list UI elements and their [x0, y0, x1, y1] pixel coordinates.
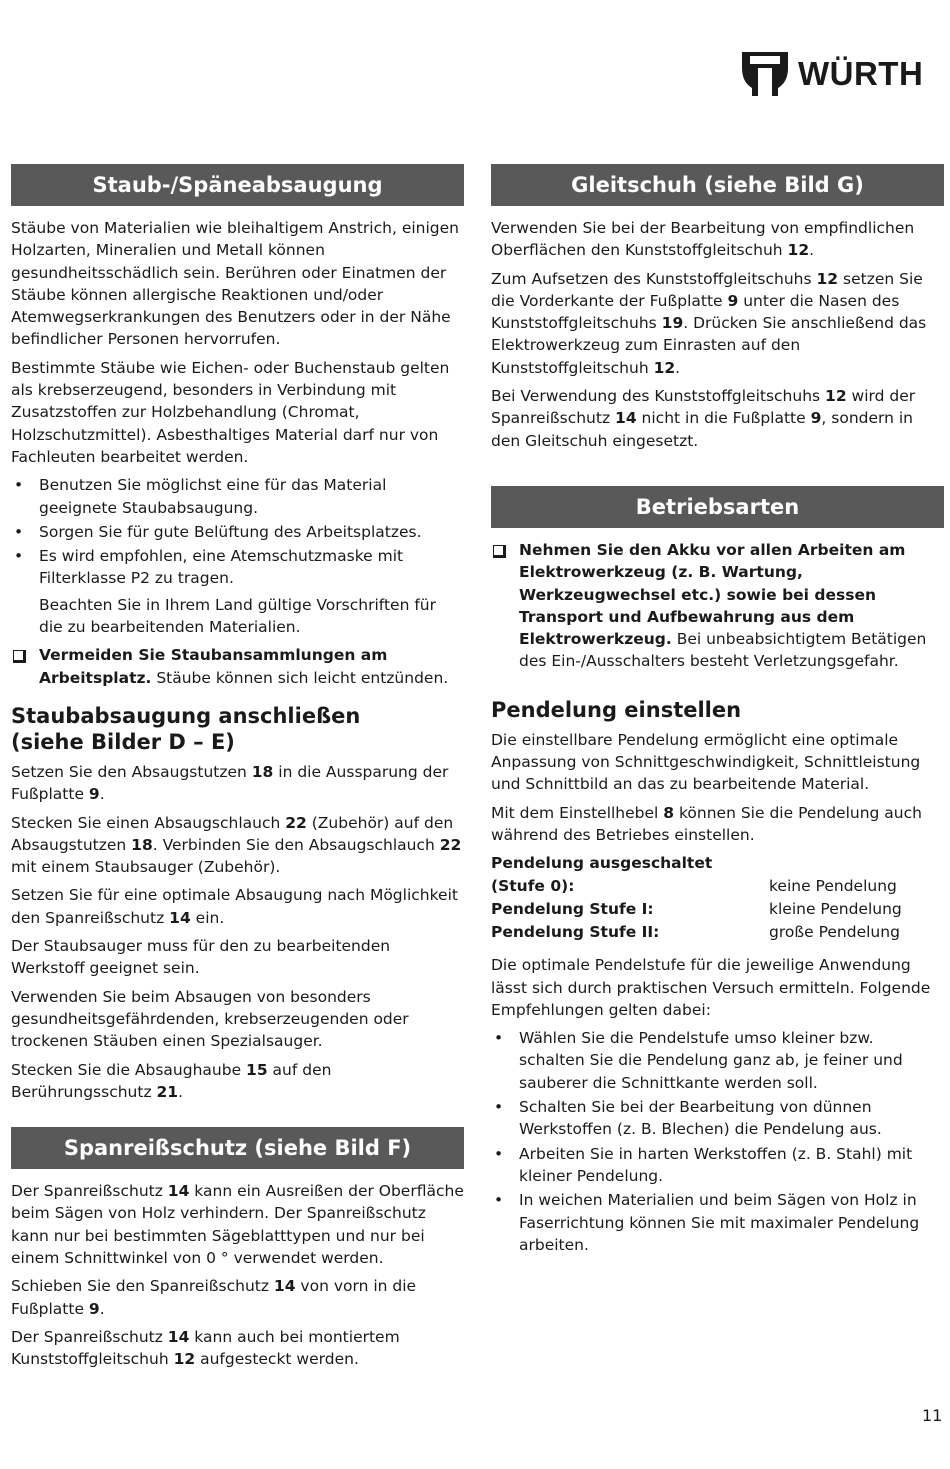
page-number: 11: [922, 1406, 943, 1425]
connect-paragraph-2: Stecken Sie einen Absaugschlauch 22 (Zubehör) auf den Absaugstutzen 18. Verbinden Sie den Absaugschlauch 22 mit einem Staubsauger (Zubehör).: [11, 813, 462, 877]
section-header-splinter-guard: Spanreißschutz (siehe Bild F): [11, 1127, 464, 1169]
connect-paragraph-3: Setzen Sie für eine optimale Absaugung nach Möglichkeit den Spanreißschutz 14 ein.: [11, 886, 458, 927]
list-item: • In weichen Materialien und beim Sägen von Holz in Faserrichtung können Sie mit maximaler Pendelung arbeiten.: [494, 1191, 920, 1254]
setting-label: Pendelung Stufe I:: [491, 900, 654, 919]
pendulum-paragraph-2: Mit dem Einstellhebel 8 können Sie die Pendelung auch während des Betriebes einstellen.: [491, 803, 922, 844]
section-header-operating-modes: Betriebsarten: [491, 486, 944, 528]
setting-label: Pendelung ausgeschaltet (Stufe 0):: [491, 854, 713, 896]
setting-label: Pendelung Stufe II:: [491, 923, 660, 942]
pendulum-settings-table: [491, 852, 944, 944]
table-row: [491, 921, 944, 944]
wurth-logo-text: WÜRTH: [798, 55, 924, 92]
bullet-icon: •: [494, 1029, 504, 1048]
pendulum-paragraph-3: Die optimale Pendelstufe für die jeweilige Anwendung lässt sich durch praktischen Versuch ermitteln. Folgende Empfehlungen gelten dabei:: [491, 956, 931, 1019]
left-column: [11, 164, 464, 1376]
list-item: • Es wird empfohlen, eine Atemschutzmaske mit Filterklasse P2 zu tragen.: [14, 547, 404, 588]
list-item: • Wählen Sie die Pendelstufe umso kleiner bzw. schalten Sie die Pendelung ganz ab, je feiner und sauberer die Schnittkante werden soll.: [494, 1029, 903, 1092]
list-item: • Sorgen Sie für gute Belüftung des Arbeitsplatzes.: [11, 521, 464, 543]
splinter-paragraph-3: Der Spanreißschutz 14 kann auch bei montiertem Kunststoffgleitschuh 12 aufgesteckt werden.: [11, 1327, 400, 1369]
splinter-paragraph-2: Schieben Sie den Spanreißschutz 14 von vorn in die Fußplatte 9.: [11, 1277, 417, 1318]
connect-paragraph-6: Stecken Sie die Absaughaube 15 auf den Berührungsschutz 21.: [11, 1060, 332, 1101]
pendulum-bullet-list: [491, 1027, 944, 1256]
table-row: [491, 898, 944, 921]
right-column: [491, 164, 944, 1260]
connect-paragraph-1: Setzen Sie den Absaugstutzen 18 in die Aussparung der Fußplatte 9.: [11, 762, 449, 804]
dust-paragraph-1: Stäube von Materialien wie bleihaltigem Anstrich, einigen Holzarten, Mineralien und Metall können gesundheitsschädlich sein. Berühren oder Einatmen der Stäube können allergische Reaktionen und/oder Atemwegserkrankungen des Benutzers oder in der Nähe befindlicher Personen hervorrufen.: [11, 219, 459, 349]
pendulum-heading: Pendelung einstellen: [491, 697, 742, 722]
glide-paragraph-2: Zum Aufsetzen des Kunststoffgleitschuhs 12 setzen Sie die Vorderkante der Fußplatte 9 unter die Nasen des Kunststoffgleitschuhs 19. Drücken Sie anschließend das Elektrowerkzeug zum Einrasten auf den Kunststoffgleitschuh 12.: [491, 269, 927, 377]
bullet-icon: •: [494, 1098, 504, 1117]
list-item: • Arbeiten Sie in harten Werkstoffen (z. B. Stahl) mit kleiner Pendelung.: [494, 1144, 913, 1185]
connect-heading: Staubabsaugung anschließen (siehe Bilder D – E): [11, 703, 361, 754]
bullet-icon: •: [494, 1191, 504, 1210]
bullet-icon: •: [14, 476, 24, 495]
list-item: • Schalten Sie bei der Bearbeitung von dünnen Werkstoffen (z. B. Blechen) die Pendelung aus.: [494, 1098, 882, 1139]
connect-paragraph-5: Verwenden Sie beim Absaugen von besonders gesundheitsgefährdenden, krebserzeugenden oder trockenen Stäuben einen Spezialsauger.: [11, 987, 409, 1051]
setting-value: kleine Pendelung: [769, 900, 902, 919]
warning-checkbox-icon: [13, 650, 26, 663]
dust-note: Beachten Sie in Ihrem Land gültige Vorschriften für die zu bearbeitenden Materialien.: [39, 595, 436, 637]
dust-warning: Vermeiden Sie Staubansammlungen am Arbeitsplatz. Stäube können sich leicht entzünden.: [11, 644, 464, 689]
modes-warning: Nehmen Sie den Akku vor allen Arbeiten am Elektrowerkzeug (z. B. Wartung, Werkzeugwechsel etc.) sowie bei dessen Transport und Aufbewahrung aus dem Elektrowerkzeug. Bei unbeabsichtigtem Betätigen des Ein-/Ausschalters besteht Verletzungsgefahr.: [491, 539, 944, 673]
bullet-icon: •: [494, 1144, 504, 1163]
dust-bullet-list: [11, 474, 464, 589]
table-row: [491, 852, 944, 898]
glide-paragraph-3: Bei Verwendung des Kunststoffgleitschuhs 12 wird der Spanreißschutz 14 nicht in die Fußplatte 9, sondern in den Gleitschuh eingesetzt.: [491, 387, 916, 450]
warning-checkbox-icon: [493, 545, 506, 558]
dust-paragraph-2: Bestimmte Stäube wie Eichen- oder Buchenstaub gelten als krebserzeugend, besonders in Verbindung mit Zusatzstoffen zur Holzbehandlung (Chromat, Holzschutzmittel). Asbesthaltiges Material darf nur von Fachleuten bearbeitet werden.: [11, 358, 450, 466]
bullet-icon: •: [14, 547, 24, 566]
setting-value: große Pendelung: [769, 923, 900, 942]
wurth-logo: [740, 48, 946, 98]
section-header-glide-shoe: Gleitschuh (siehe Bild G): [491, 164, 944, 206]
bullet-icon: •: [14, 522, 24, 541]
section-header-dust-extraction: Staub-/Späneabsaugung: [11, 164, 464, 206]
connect-paragraph-4: Der Staubsauger muss für den zu bearbeitenden Werkstoff geeignet sein.: [11, 937, 391, 978]
glide-paragraph-1: Verwenden Sie bei der Bearbeitung von empfindlichen Oberflächen den Kunststoffgleitschuh 12.: [491, 219, 915, 260]
pendulum-paragraph-1: Die einstellbare Pendelung ermöglicht eine optimale Anpassung von Schnittgeschwindigkeit, Schnittleistung und Schnittbild an das zu bearbeitende Material.: [491, 730, 921, 794]
splinter-paragraph-1: Der Spanreißschutz 14 kann ein Ausreißen der Oberfläche beim Sägen von Holz verhindern. Der Spanreißschutz kann nur bei bestimmten Sägeblatttypen und nur bei einem Schnittwinkel von 0 ° verwendet werden.: [11, 1182, 464, 1267]
list-item: • Benutzen Sie möglichst eine für das Material geeignete Staubabsaugung.: [14, 476, 387, 517]
wurth-logo-mark-icon: [740, 48, 790, 98]
setting-value: keine Pendelung: [769, 877, 897, 896]
